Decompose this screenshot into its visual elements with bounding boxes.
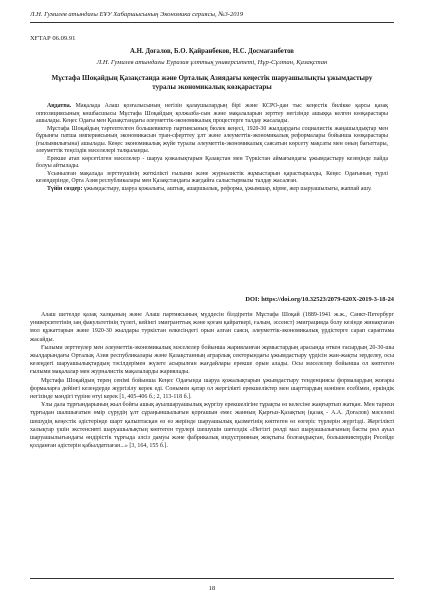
article-authors: А.Н. Доғалов, Б.О. Қайранбеков, Н.С. Досмағанбетов	[130, 48, 294, 55]
article-affiliation: Л.Н. Гумилев атындағы Еуразия ұлттық университеті, Нұр-Сұлтан, Қазақстан	[96, 59, 328, 66]
abstract-section	[30, 103, 394, 193]
abstract-text: Мақалада Алаш қозғалысының негізін қалаушылардың бірі және КСРО-дан тыс кеңестік билікке қарсы қазақ оппозициясының көшбасшысы Мұстафа Шоқайдың қолжазба-сын және мақалаларын зерттеу негізінде ашыққа келген көзқарастары ашылады. Кеңес Одағы мен Қазақстандағы әлеуметтік-экономикалық процестерге талдау жасалады.	[36, 103, 388, 124]
body-paragraph: Алаш шетелде қазақ халқының және Алаш партиясының мүддесін білдіретін Мұстафа Шоқай (1889-1941 ж.ж., Санкт-Петербург университетінің заң факультетінің түлегі, кейінгі эмигранттық және қоғам қайраткері, ғалым, эссеист) эмиграцияда болу кезінде жинақтаған мол құжаттарын және 1920-30 жылдары туркістан өлкесіндегі орын алған саяси, әлеуметтік-экономикалық үрдістерге сарап сараптама жасайды.	[30, 312, 394, 343]
body-paragraph: Ғылыми зерттеулер мен әлеуметтік-экономикалық мәселелер бойынша жарияланған жұмыстардың арасында өткен ғасырдың 20-30-шы жылдарындағы Орталық Азия республикалары және Қазақстанның аграрлық секторындағы ұжымдастыру үрдісін жан-жақты зерделеу, осы кезеңдегі шаруашылықтардың тәсілдерімен жүзеге асырылған жағдайлары ерекше орын алады. Осы мәселелер бойынша ол көптеген ғылыми мақалалар мен журналистік мақалаларды жариялады.	[30, 344, 394, 376]
body-paragraph: Мұстафа Шоқайдың терең сенімі бойынша Кеңес Одағында шаруа қожалықтарын ұжымдастыру тенденциясы формалардың жоғары формаларға дейінгі кезеңдерде жүргізілу керек еді. Сонымен қатар ол жергілікті ерекшеліктер мен шарттардың мәнінен есебімен, еркіндік негізінде мәндігі түріне өтуі керек [1, 405-406 б.; 2, 113-118 б.].	[30, 377, 394, 401]
keywords-text: ұжымдастыру, шаруа қожалығы, аштық, ашаршылық, реформа, ұжымшар, кірме, жер шаруашылығы, жаппай ашу.	[82, 185, 372, 192]
page-number: 18	[208, 585, 216, 592]
doi-link[interactable]: DOI: https://doi.org/10.32523/2079-620X-2019-3-18-24	[245, 296, 394, 303]
journal-header: Л.Н. Гумилев атындағы ЕҰУ Хабаршысының Экономика сериясы, №3-2019	[30, 11, 244, 18]
footer-rule	[30, 578, 394, 579]
abstract-paragraph	[36, 103, 388, 126]
abstract-paragraph: Мұстафа Шоқайдың тәртептелген большевиктер партиясының бюлек кеңесі, 1920-30 жылдардағы социалистік жаңашылдықтар мен бұрынғы патша империясының экономикасын тран-сферттеу ұлт және әлеуметтік-экономикалық реформалары бойынша көзқарастары (ғылымилығына) ашылады. Кеңес экономикалық жүйе туралы әлеуметтік-экономикалық саясатын көрсету мақсаты мен оның бағыттары, әлеуметтік теңсіздік мәселелері талқыланды.	[36, 125, 388, 154]
body-paragraph: Ұлы дала тұрғындарының жыл бойғы ашық ауылшаруашылық жүргізу ерекшелігіне тұрақты өз келесіне жаңғыртып жатқан. Мен тарихи тұрғыдан шалшығатын өмір сүрудің ұлт сұраңыншылығын қорғашын емес жанның Қырғыз-Қазақтың (қазақ - А.А. Доғалов) мәселені шешудің кеңестік әдістерінде шарт қалыптасқан өз өз жерінде шаруашылық қызметінің көптеген өз өзгеріс түрлерін жүргізді. Жергілікті халықтар үшін экстенсивті шаруашылықтың көптеген түрлері шешушін шетелдік «Негізгі рөлді мал шаруашылығының басты рөл ауыл шаруашылығындағы өндірістік тұрғыда әлсіз дамуы және фабрикалық индустрияның жоқтығы болғандықтан, большевиктердің Ресейде қолданған әдістерін қабылдатпаған...» [3, 164, 155 б.].	[30, 402, 394, 450]
abstract-label: Аңдатпа.	[47, 103, 72, 109]
abstract-paragraph: Ерекше атап көрсетілген мәселелер - шаруа қожалықтарын Қазақстан мен Түркістан аймағындағы ұжымдастыру кезеңінде пайда болуы айтылады.	[36, 155, 388, 169]
article-title: Мұстафа Шоқайдың Қазақстанда және Орталық Азиядағы кеңестік шаруашылықты ұжымдастыру туралы экономикалық көзқарастары	[51, 74, 373, 91]
abstract-paragraph: Ұсынылған мақалада зерттеушінің жеткілікті ғылыми және журналистік жұмыстарын қарастырылды, Кеңес Одағының түрлі кезеңдерінде, Орта Азия республикалары мен Қазақстандағы жағдайға салыстырмалы талдау жасалған.	[36, 170, 388, 184]
keywords-paragraph	[36, 186, 388, 194]
keywords-label: Түйін сөздер:	[47, 185, 83, 192]
main-text	[30, 311, 394, 450]
header-rule	[30, 22, 394, 23]
udc-code: ХҒТАР 06.09.91	[30, 35, 76, 42]
